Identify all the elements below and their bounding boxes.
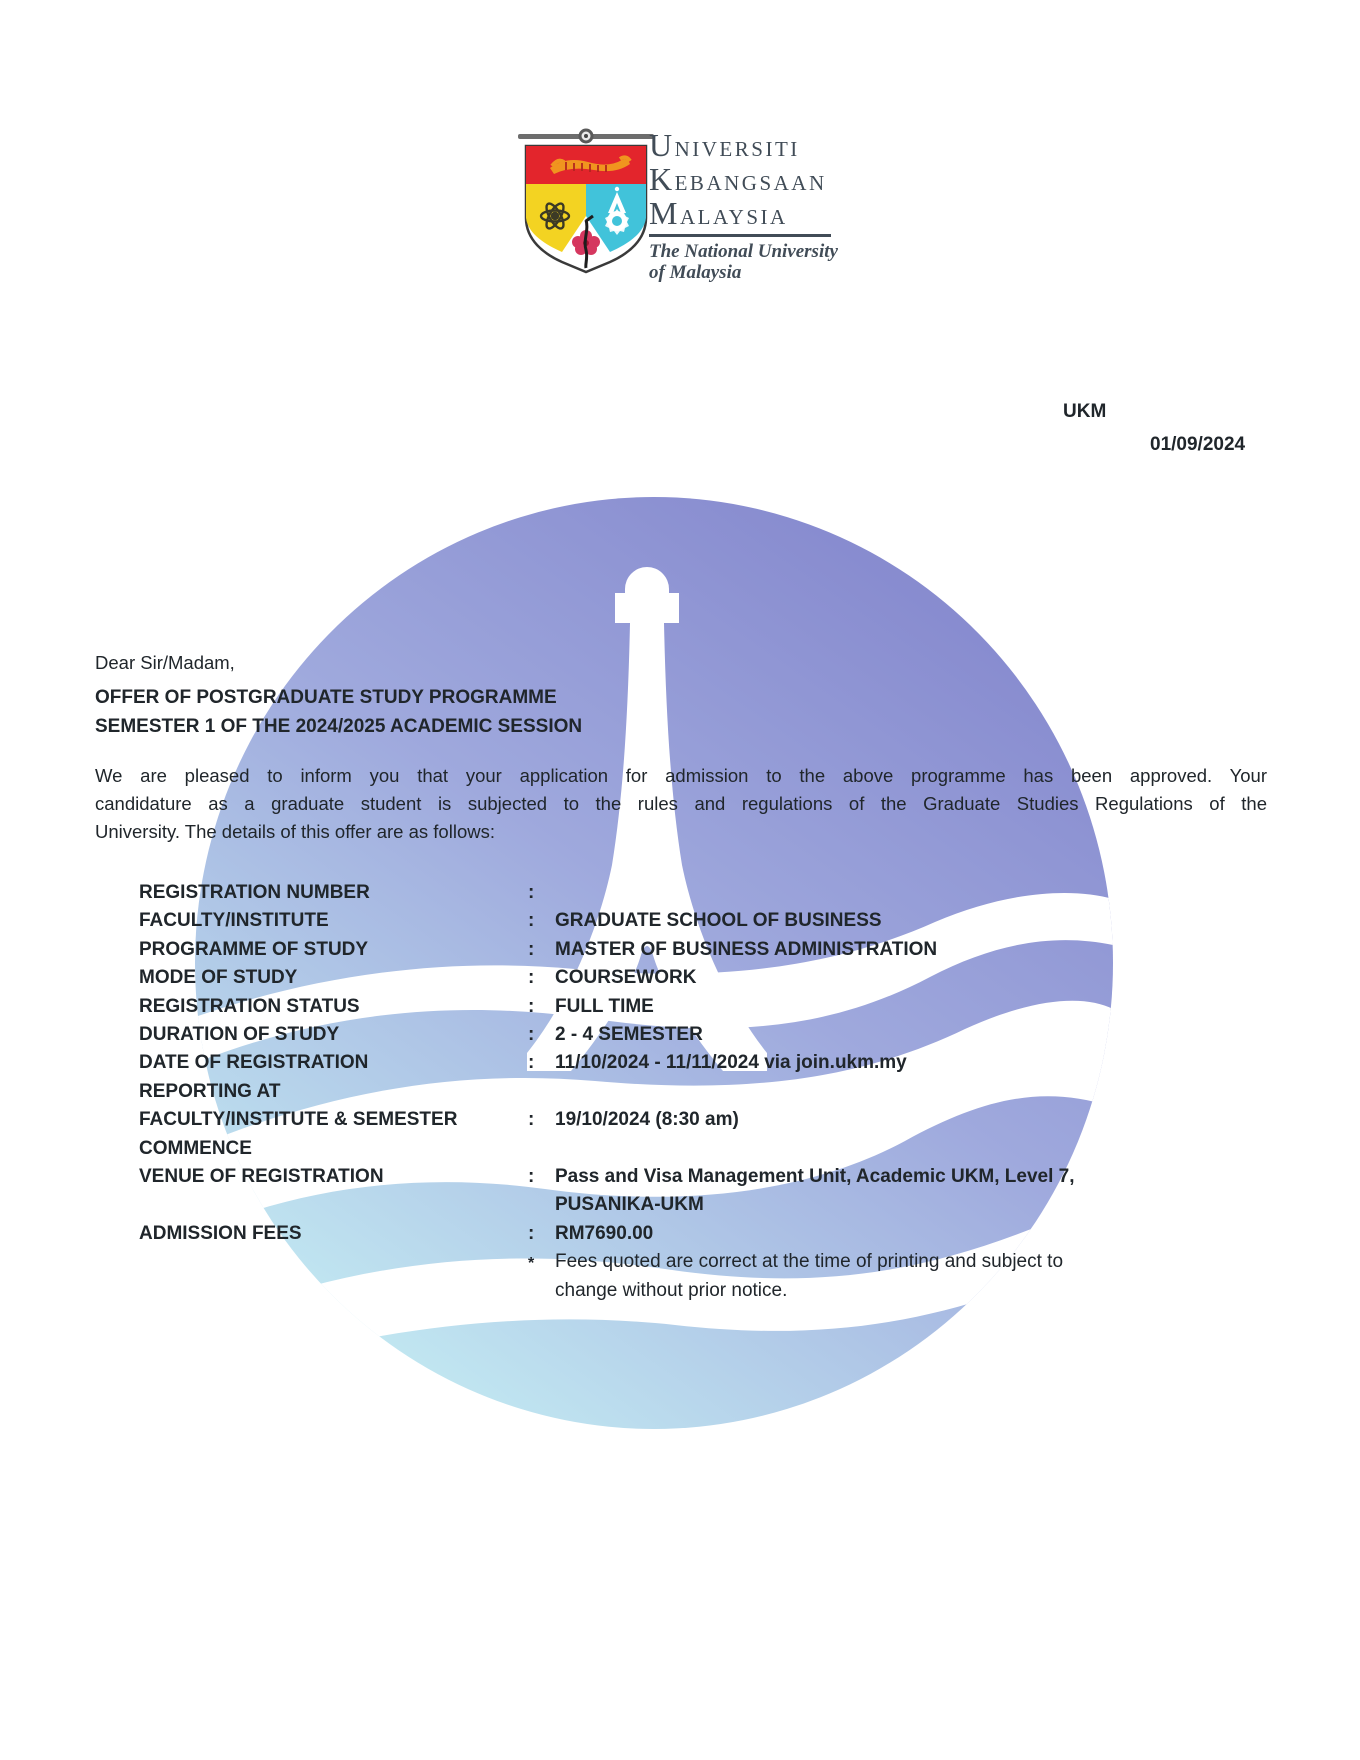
detail-value-line: RM7690.00	[555, 1222, 654, 1244]
detail-value-line: 19/10/2024 (8:30 am)	[555, 1109, 739, 1131]
detail-label-line: MODE OF STUDY	[139, 967, 298, 989]
detail-row	[139, 993, 1239, 1021]
detail-separator: :	[528, 995, 535, 1017]
detail-row	[139, 907, 1239, 935]
letter-date: 01/09/2024	[1150, 434, 1246, 455]
detail-value-line: GRADUATE SCHOOL OF BUSINESS	[555, 910, 882, 932]
detail-value-line: COURSEWORK	[555, 967, 697, 989]
detail-value	[555, 993, 1239, 1021]
detail-value	[555, 1248, 1239, 1305]
name-initial: K	[649, 161, 675, 197]
detail-separator: :	[528, 882, 535, 903]
detail-value	[555, 1163, 1239, 1220]
tagline-line: The National University	[649, 241, 838, 262]
detail-row	[139, 1248, 1239, 1305]
detail-row	[139, 1220, 1239, 1248]
name-initial: M	[649, 195, 680, 231]
detail-label	[139, 907, 528, 935]
subject-line: OFFER OF POSTGRADUATE STUDY PROGRAMME	[95, 687, 557, 708]
body-line: University. The details of this offer are as follows:	[95, 821, 495, 843]
detail-value	[555, 1220, 1239, 1248]
salutation: Dear Sir/Madam,	[95, 652, 235, 673]
detail-value	[555, 1049, 1239, 1077]
detail-row	[139, 964, 1239, 992]
detail-label-line: FACULTY/INSTITUTE & SEMESTER	[139, 1109, 458, 1131]
detail-label	[139, 1049, 528, 1077]
details-table	[139, 879, 1239, 1305]
detail-value-line: PUSANIKA-UKM	[555, 1194, 704, 1216]
university-tagline	[649, 241, 838, 283]
detail-separator: *	[528, 1255, 535, 1273]
logo-divider	[649, 234, 831, 237]
detail-value-line	[555, 879, 1239, 907]
detail-label	[139, 1078, 528, 1163]
detail-label	[139, 1248, 528, 1305]
detail-label-line: COMMENCE	[139, 1137, 252, 1159]
reference-code: UKM	[1063, 401, 1107, 422]
university-name-line	[649, 162, 838, 196]
detail-separator: :	[528, 910, 535, 932]
detail-row	[139, 879, 1239, 907]
subject-line: SEMESTER 1 OF THE 2024/2025 ACADEMIC SESSION	[95, 715, 583, 737]
name-initial: U	[649, 127, 675, 163]
university-name-block	[649, 128, 838, 283]
detail-separator: :	[528, 1052, 535, 1074]
crest-hanger	[518, 130, 654, 142]
detail-label-line: REGISTRATION NUMBER	[139, 882, 370, 903]
detail-row	[139, 1049, 1239, 1077]
tagline-line: of Malaysia	[649, 262, 742, 283]
detail-value	[555, 879, 1239, 907]
body-line: We are pleased to inform you that your application for admission to the above programme has been approved. Your	[95, 765, 1267, 786]
detail-separator: :	[528, 1109, 535, 1131]
ukm-crest-icon	[516, 126, 656, 278]
detail-row	[139, 1078, 1239, 1163]
detail-value	[555, 936, 1239, 964]
subject-lines	[95, 684, 582, 741]
detail-label	[139, 993, 528, 1021]
detail-label	[139, 936, 528, 964]
university-name-line	[649, 196, 838, 230]
detail-value	[555, 1021, 1239, 1049]
name-rest: NIVERSITI	[674, 137, 800, 161]
body-paragraph	[95, 762, 1267, 847]
detail-separator: :	[528, 1024, 535, 1046]
detail-label-line: FACULTY/INSTITUTE	[139, 910, 329, 932]
detail-value-line: change without prior notice.	[555, 1279, 788, 1301]
detail-separator: :	[528, 1222, 535, 1244]
detail-label-line: VENUE OF REGISTRATION	[139, 1166, 384, 1188]
detail-value	[555, 1078, 1239, 1163]
detail-label-line: REGISTRATION STATUS	[139, 995, 360, 1017]
detail-row	[139, 936, 1239, 964]
detail-value	[555, 907, 1239, 935]
detail-row	[139, 1163, 1239, 1220]
detail-label-line: PROGRAMME OF STUDY	[139, 938, 369, 960]
detail-value-line: 2 - 4 SEMESTER	[555, 1024, 703, 1046]
detail-label	[139, 964, 528, 992]
detail-label	[139, 1163, 528, 1220]
body-line: candidature as a graduate student is subjected to the rules and regulations of the Graduate Studies Regulations of the	[95, 793, 1267, 815]
detail-label	[139, 1220, 528, 1248]
detail-value-line: FULL TIME	[555, 995, 654, 1017]
detail-separator: :	[528, 1166, 535, 1188]
name-rest: ALAYSIA	[679, 205, 788, 229]
detail-value-line: 11/10/2024 - 11/11/2024 via join.ukm.my	[555, 1052, 907, 1074]
detail-value-line: Pass and Visa Management Unit, Academic UKM, Level 7,	[555, 1166, 1075, 1188]
detail-label-line: REPORTING AT	[139, 1080, 281, 1102]
detail-value	[555, 964, 1239, 992]
university-name	[649, 128, 838, 230]
detail-label-line: DATE OF REGISTRATION	[139, 1052, 369, 1074]
detail-label	[139, 1021, 528, 1049]
detail-value-line: Fees quoted are correct at the time of printing and subject to	[555, 1251, 1064, 1273]
university-name-line	[649, 128, 838, 162]
detail-label	[139, 879, 528, 907]
name-rest: EBANGSAAN	[674, 171, 827, 195]
detail-separator: :	[528, 967, 535, 989]
detail-label-line: ADMISSION FEES	[139, 1222, 302, 1244]
detail-row	[139, 1021, 1239, 1049]
detail-value-line: MASTER OF BUSINESS ADMINISTRATION	[555, 938, 938, 960]
detail-separator: :	[528, 938, 535, 960]
detail-label-line: DURATION OF STUDY	[139, 1024, 340, 1046]
